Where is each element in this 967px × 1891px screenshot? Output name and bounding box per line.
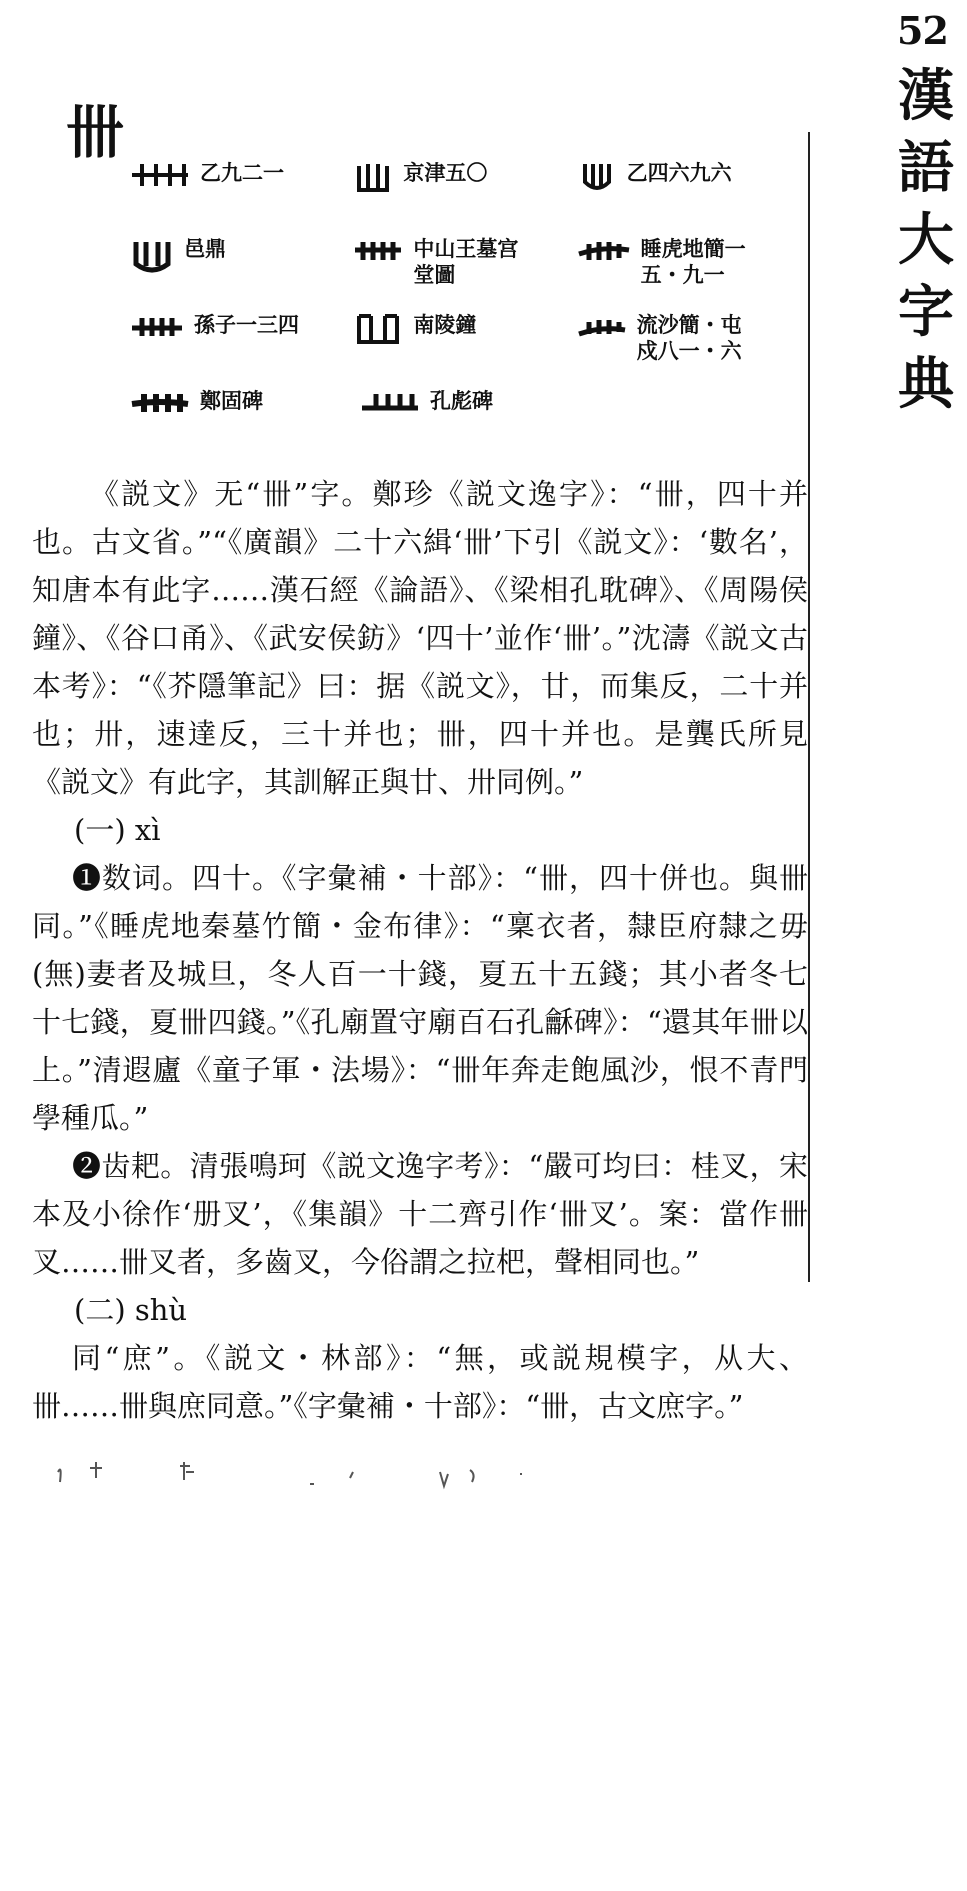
- glyph-source-label: 南陵鐘: [413, 313, 477, 337]
- glyph-row: [130, 236, 800, 312]
- entry-head-character: 卌: [66, 98, 125, 166]
- sense-text: 齿耙。清張鳴珂《説文逸字考》：“嚴可均曰：桂叉，宋本及小徐作‘册叉’，《集韻》十二齊引作‘卌叉’。案：當作卌叉……卌叉者，多齒叉，今俗謂之拉杷，聲相同也。”: [32, 1149, 808, 1279]
- bronze-glyph-icon: [353, 236, 403, 266]
- glyph-form: [577, 312, 800, 364]
- glyph-form: [130, 160, 353, 190]
- glyph-row: [130, 312, 800, 388]
- sense-paragraph: [32, 854, 808, 1142]
- glyph-row: [130, 160, 800, 236]
- sense-paragraph: 同“庶”。《説文・林部》：“無，或説規模字，从大、卌……卌與庶同意。”《字彙補・十部》：“卌，古文庶字。”: [32, 1341, 808, 1423]
- glyph-source-label: 京津五〇: [403, 161, 488, 185]
- sense-text: 数词。四十。《字彙補・十部》：“卌，四十併也。與卌同。”《睡虎地秦墓竹簡・金布律》：“稟衣者，隸臣府隸之毋(無)妻者及城旦，冬人百一十錢，夏五十五錢；其小者冬七十七錢，夏卌四錢。”《孔廟置守廟百石孔龢碑》：“還其年卌以上。”清遐廬《童子軍・法場》：“卌年奔走飽風沙，恨不青門學種瓜。”: [32, 861, 808, 1135]
- reading-heading: (二) shù: [74, 1293, 188, 1327]
- glyph-row: [130, 388, 800, 464]
- glyph-source-label: 中山王墓宫 堂圖: [413, 237, 519, 287]
- oracle-bone-glyph-icon: [353, 160, 393, 194]
- bamboo-slip-glyph-icon: [577, 312, 627, 342]
- glyph-source-label: 鄭固碑: [200, 389, 263, 413]
- book-title-char: 漢: [898, 63, 954, 129]
- reading-heading: (一) xì: [74, 813, 161, 847]
- oracle-bone-glyph-icon: [577, 160, 617, 194]
- bronze-glyph-icon: [353, 312, 403, 348]
- book-title-char: 字: [898, 279, 954, 345]
- glyph-source-label: 孫子一三四: [194, 313, 299, 337]
- sense-number: ❶: [72, 861, 103, 895]
- glyph-source-label: 睡虎地簡一 五・九一: [640, 237, 746, 287]
- glyph-source-label: 乙四六九六: [626, 161, 732, 185]
- entry-body: [32, 470, 808, 1430]
- glyph-form: [130, 312, 353, 342]
- book-title-char: 語: [898, 135, 954, 201]
- sense-paragraph: [32, 1142, 808, 1286]
- glyph-form: [130, 388, 360, 418]
- glyph-source-label: 流沙簡・屯 戍八一・六: [636, 313, 742, 363]
- sense-number: ❷: [72, 1149, 102, 1183]
- oracle-bone-glyph-icon: [130, 160, 190, 190]
- stele-glyph-icon: [130, 388, 190, 418]
- glyph-source-label: 孔彪碑: [430, 389, 493, 413]
- glyph-form: [353, 312, 576, 348]
- glyph-source-label: 乙九二一: [200, 161, 284, 185]
- ancient-forms-grid: [130, 160, 800, 464]
- scan-noise: [50, 1458, 690, 1494]
- glyph-source-label: 邑鼎: [184, 237, 226, 261]
- glyph-form: [353, 236, 576, 288]
- bamboo-slip-glyph-icon: [130, 312, 184, 342]
- page-number: 52: [897, 8, 948, 53]
- glyph-form: [353, 160, 576, 194]
- column-rule: [808, 132, 810, 1282]
- book-title: [893, 60, 959, 420]
- bronze-glyph-icon: [130, 236, 174, 276]
- glyph-form: [360, 388, 590, 418]
- stele-glyph-icon: [360, 388, 420, 418]
- intro-paragraph: 《説文》无“卌”字。鄭珍《説文逸字》：“卌，四十并也。古文省。”“《廣韻》二十六緝‘卌’下引《説文》：‘數名’，知唐本有此字……漢石經《論語》、《梁相孔耽碑》、《周陽侯鐘》、《谷口甬》、《武安侯鈁》‘四十’並作‘卌’。”沈濤《説文古本考》：“《芥隱筆記》曰：据《説文》，廿，而集反，二十并也；卅，速達反，三十并也；卌，四十并也。是龔氏所見《説文》有此字，其訓解正與廿、卅同例。”: [32, 477, 808, 799]
- glyph-form: [577, 160, 800, 194]
- book-title-char: 典: [898, 351, 954, 417]
- book-title-char: 大: [898, 207, 954, 273]
- glyph-form: [577, 236, 800, 288]
- bamboo-slip-glyph-icon: [577, 236, 631, 266]
- glyph-form: [130, 236, 353, 276]
